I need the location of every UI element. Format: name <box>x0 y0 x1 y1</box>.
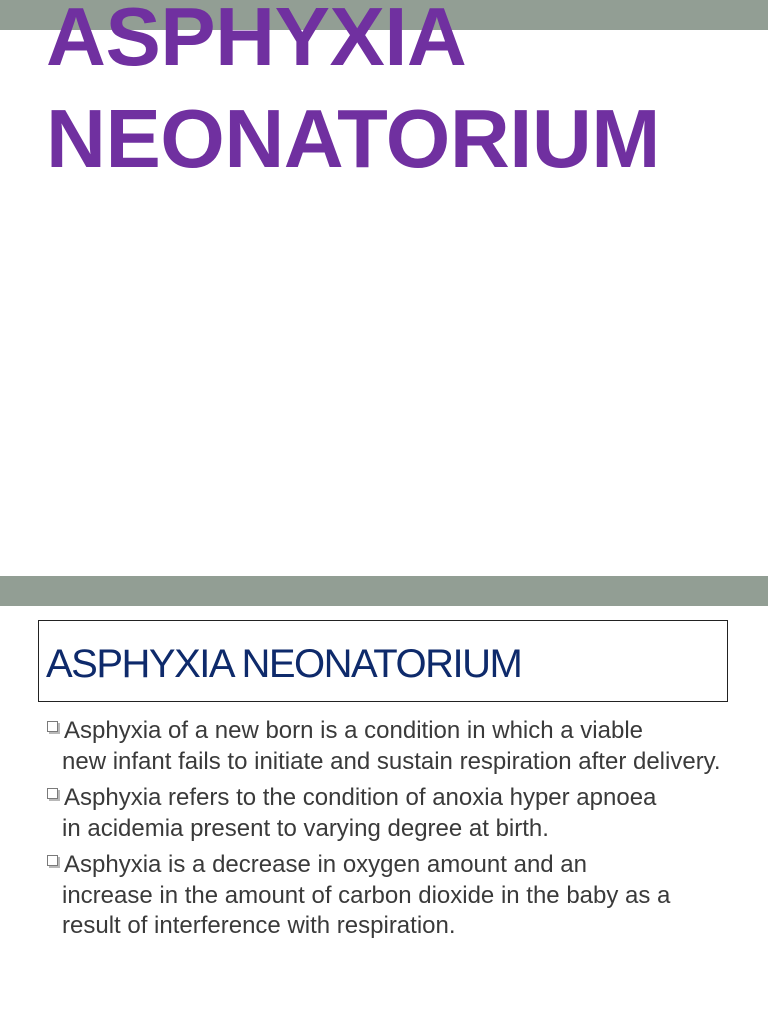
bullet-list <box>46 716 726 948</box>
slide-2-title: ASPHYXIA NEONATORIUM <box>46 642 522 686</box>
bullet-item <box>46 783 726 844</box>
bullet-item <box>46 716 726 777</box>
slide-divider-band <box>0 576 768 606</box>
slide-2-title-box <box>38 620 728 702</box>
bullet-text-first-line: Asphyxia of a new born is a condition in which a viable <box>64 717 643 744</box>
slide-title-line-1: ASPHYXIA <box>46 0 467 83</box>
bullet-text-continuation: increase in the amount of carbon dioxide in the baby as a result of interference with respiration. <box>62 881 671 939</box>
hollow-square-bullet-icon <box>47 788 58 799</box>
bullet-text-first-line: Asphyxia refers to the condition of anoxia hyper apnoea <box>64 784 657 811</box>
slide-title-line-2: NEONATORIUM <box>46 92 660 185</box>
hollow-square-bullet-icon <box>47 855 58 866</box>
bullet-text-continuation: in acidemia present to varying degree at birth. <box>62 814 549 842</box>
slide-title <box>46 0 660 190</box>
bullet-text-first-line: Asphyxia is a decrease in oxygen amount and an <box>64 851 587 878</box>
hollow-square-bullet-icon <box>47 721 58 732</box>
bullet-item <box>46 850 726 942</box>
bullet-text-continuation: new infant fails to initiate and sustain respiration after delivery. <box>62 747 721 775</box>
